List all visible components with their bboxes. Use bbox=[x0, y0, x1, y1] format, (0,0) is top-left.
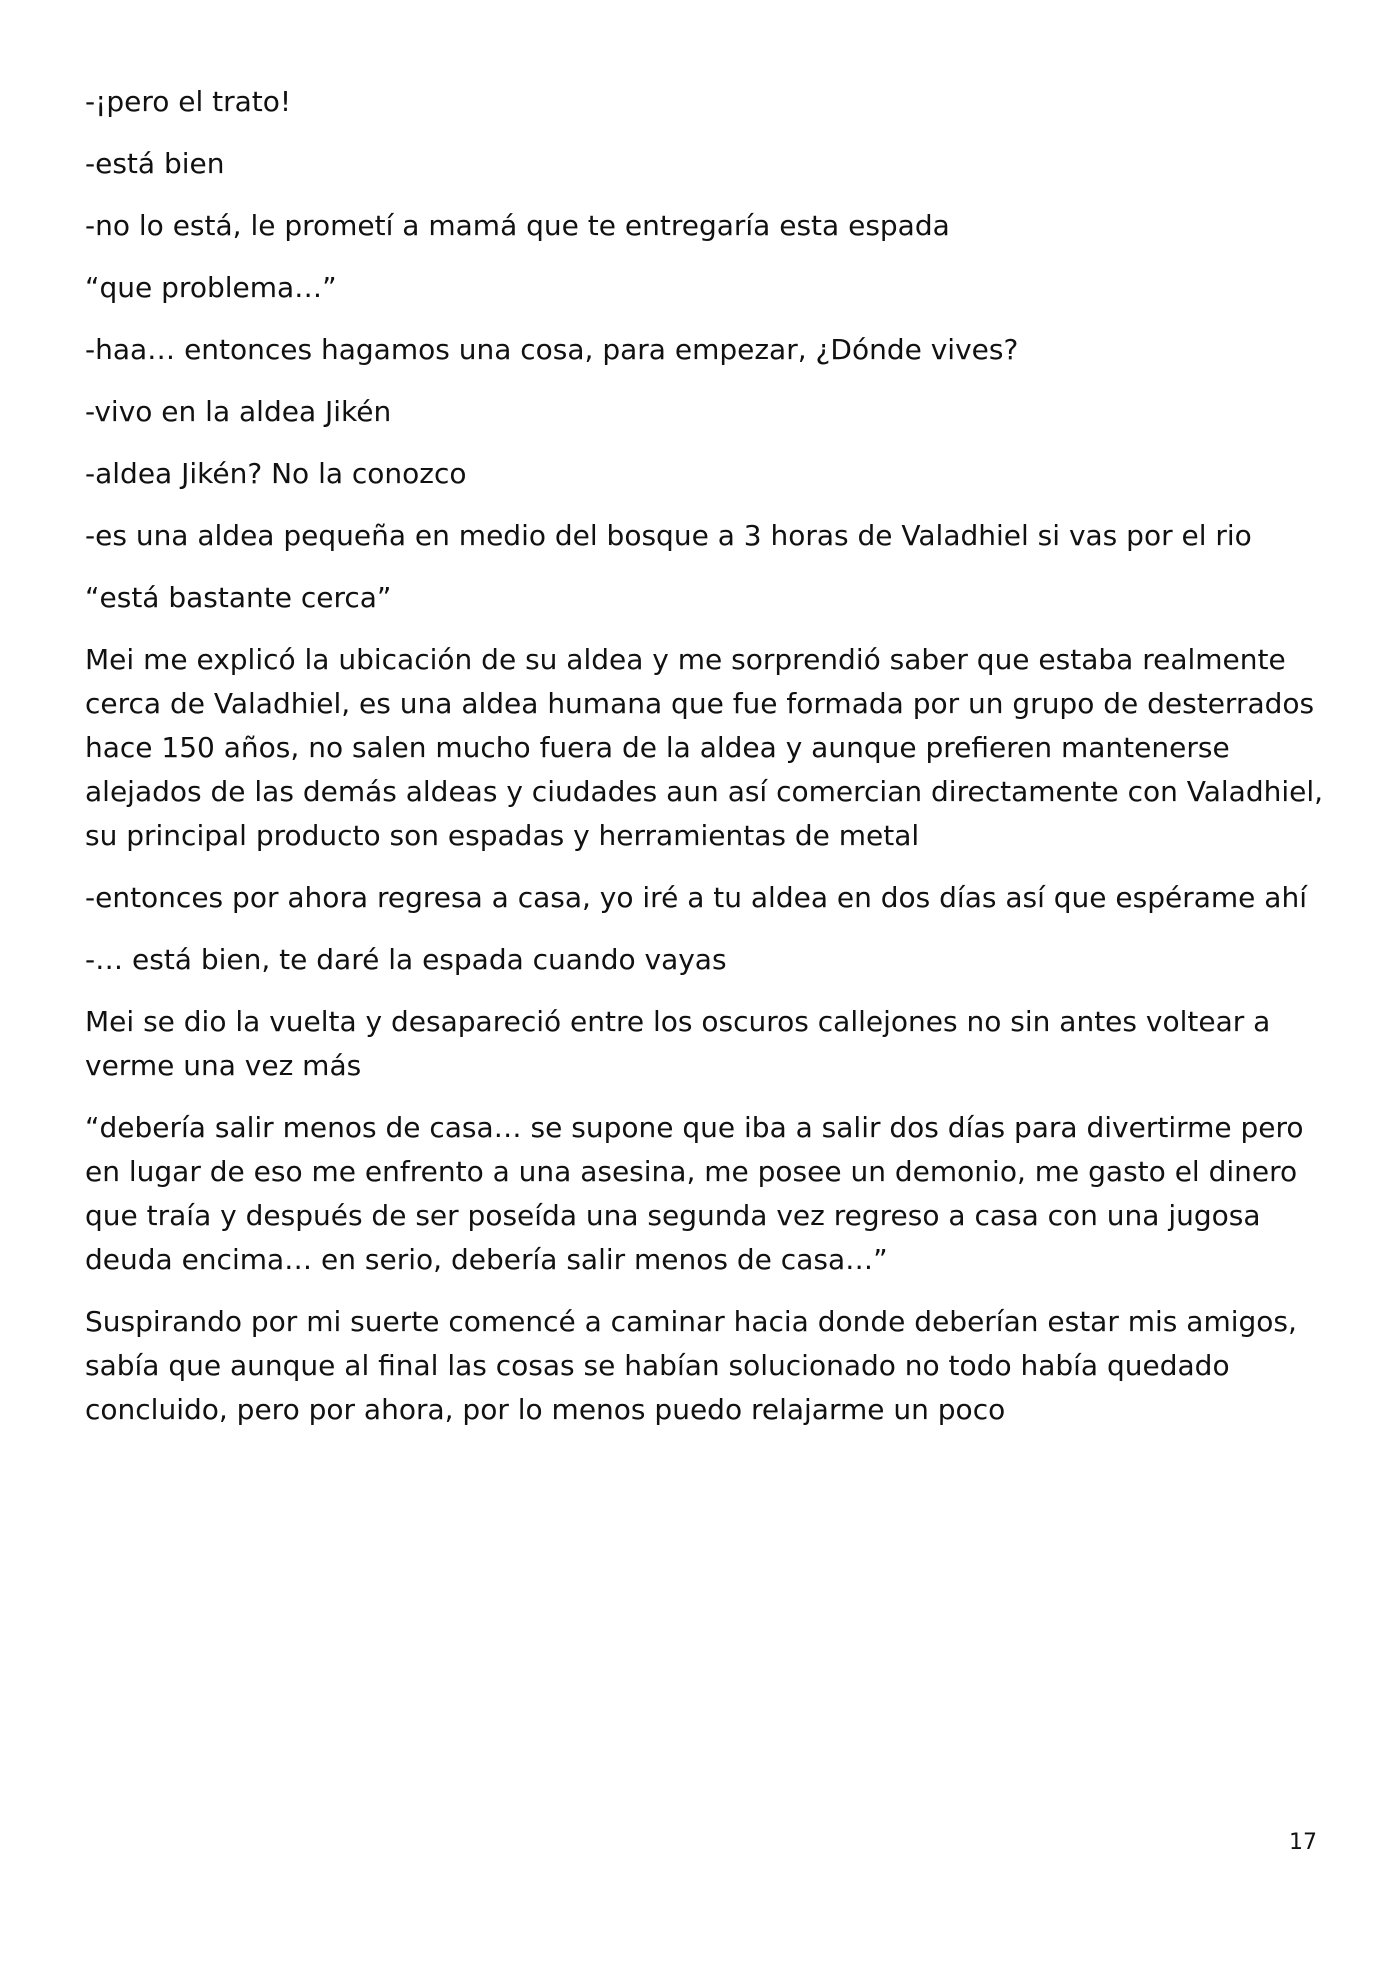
page-number: 17 bbox=[1289, 1830, 1317, 1855]
paragraph-4: “que problema…” bbox=[85, 271, 337, 304]
paragraph-9: “está bastante cerca” bbox=[85, 581, 392, 614]
paragraph-8: -es una aldea pequeña en medio del bosque a 3 horas de Valadhiel si vas por el rio bbox=[85, 519, 1252, 552]
paragraph-6: -vivo en la aldea Jikén bbox=[85, 395, 392, 428]
paragraph-3: -no lo está, le prometí a mamá que te entregaría esta espada bbox=[85, 209, 950, 242]
paragraph-5: -haa… entonces hagamos una cosa, para empezar, ¿Dónde vives? bbox=[85, 333, 1019, 366]
paragraph-10: Mei me explicó la ubicación de su aldea y me sorprendió saber que estaba realmente cerca de Valadhiel, es una aldea humana que fue formada por un grupo de desterrados hace 150 años, no salen mucho fuera de la aldea y aunque prefieren mantenerse alejados de las demás aldeas y ciudades aun así comercian directamente con Valadhiel, su principal producto son espadas y herramientas de metal bbox=[85, 643, 1324, 852]
body-text bbox=[85, 80, 1325, 1450]
paragraph-1: -¡pero el trato! bbox=[85, 85, 292, 118]
paragraph-14: “debería salir menos de casa… se supone que iba a salir dos días para divertirme pero en lugar de eso me enfrento a una asesina, me posee un demonio, me gasto el dinero que traía y después de ser poseída una segunda vez regreso a casa con una jugosa deuda encima… en serio, debería salir menos de casa…” bbox=[85, 1111, 1304, 1276]
paragraph-12: -… está bien, te daré la espada cuando vayas bbox=[85, 943, 727, 976]
paragraph-13: Mei se dio la vuelta y desapareció entre los oscuros callejones no sin antes voltear a verme una vez más bbox=[85, 1005, 1271, 1082]
paragraph-15: Suspirando por mi suerte comencé a caminar hacia donde deberían estar mis amigos, sabía que aunque al final las cosas se habían solucionado no todo había quedado concluido, pero por ahora, por lo menos puedo relajarme un poco bbox=[85, 1305, 1297, 1426]
paragraph-7: -aldea Jikén? No la conozco bbox=[85, 457, 467, 490]
paragraph-2: -está bien bbox=[85, 147, 225, 180]
paragraph-11: -entonces por ahora regresa a casa, yo iré a tu aldea en dos días así que espérame ahí bbox=[85, 881, 1307, 914]
